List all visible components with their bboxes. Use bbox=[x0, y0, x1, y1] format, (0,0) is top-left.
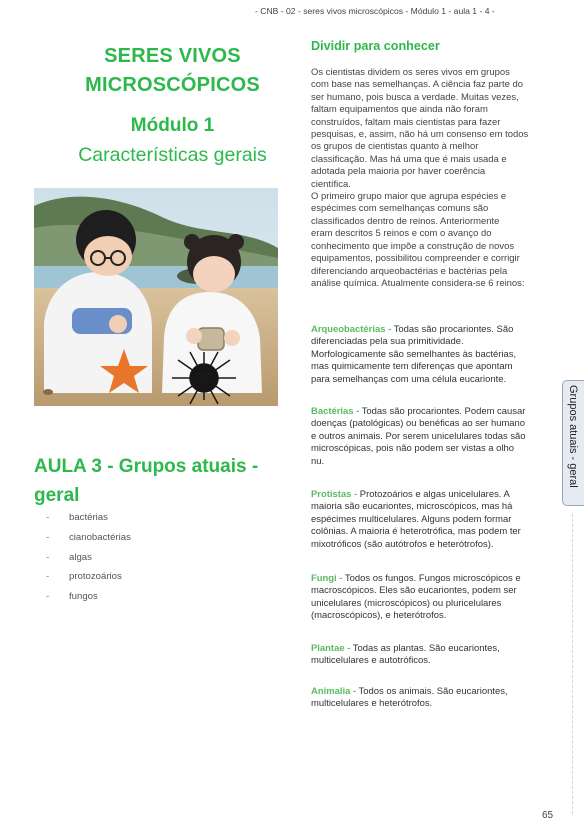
side-tab[interactable] bbox=[562, 380, 584, 506]
kingdom-line: mixotróficos (são autótrofos e heterótrofos). bbox=[311, 538, 494, 550]
kingdom-line: colônias. A maioria é heterotrófica, mas podem ter bbox=[311, 526, 521, 538]
section-title: Dividir para conhecer bbox=[311, 39, 440, 53]
intro-line: diferenciando arqueobactérias e bactérias pela bbox=[311, 265, 508, 277]
page-number: 65 bbox=[542, 810, 554, 821]
list-item: - algas bbox=[46, 551, 92, 563]
kingdom-text: Protozoários e algas unicelulares. A bbox=[357, 489, 510, 500]
kingdom-line: para semelhanças com uma célula eucarionte. bbox=[311, 373, 507, 385]
kingdom-line: nu. bbox=[311, 455, 325, 467]
list-item: - fungos bbox=[46, 591, 98, 603]
kingdom-line: microscópicas, pois não podem ser vistas a olho bbox=[311, 443, 515, 455]
module-label: Módulo 1 bbox=[130, 115, 215, 136]
intro-line: Os cientistas dividem os seres vivos em grupos bbox=[311, 67, 510, 78]
kingdom-text: Todos os animais. São eucariontes, bbox=[356, 686, 508, 697]
kingdom-line: e outros animais. Por serem unicelulares todas são bbox=[311, 430, 526, 442]
kingdom-plantae bbox=[311, 643, 559, 668]
intro-line: espécimes com semelhanças comuns são bbox=[311, 203, 489, 215]
kingdom-bacteria bbox=[311, 406, 559, 468]
kingdom-protista bbox=[311, 489, 559, 551]
intro-line: com base nas semelhanças. A ciência faz parte do bbox=[311, 79, 523, 91]
aula-heading bbox=[34, 452, 284, 510]
topic-label: fungos bbox=[69, 591, 98, 603]
kingdom-text: Todos os fungos. Fungos microscópicos e bbox=[342, 573, 521, 584]
kingdom-name: Fungi - bbox=[311, 573, 343, 584]
kingdom-line: Morfologicamente são semelhantes às bactérias, bbox=[311, 348, 517, 360]
intro-line: eram descritos 5 reinos e com o avanço do bbox=[311, 228, 492, 240]
intro-paragraph bbox=[311, 67, 559, 290]
kingdom-animalia bbox=[311, 686, 559, 711]
children-beach-photo bbox=[34, 188, 278, 406]
intro-line: análise química. Atualmente considera-se 6 reinos: bbox=[311, 277, 525, 289]
module-subtitle: Características gerais bbox=[78, 144, 267, 166]
intro-line: ser humano, pois busca a verdade. Muitas vezes, bbox=[311, 91, 519, 103]
intro-line: científica. bbox=[311, 178, 351, 190]
page-header: - CNB - 02 - seres vivos microscópicos - Módulo 1 - aula 1 - 4 - bbox=[255, 6, 495, 16]
intro-line: faltam equipamentos que ainda não foram bbox=[311, 104, 488, 116]
aula-heading-line-2: geral bbox=[34, 485, 80, 506]
side-tab-label: Grupos atuais - geral bbox=[567, 385, 579, 488]
kingdom-name: Plantae - bbox=[311, 643, 351, 654]
kingdom-line: (macroscópicos), e heterótrofos. bbox=[311, 610, 447, 622]
intro-line: adotada pela maioria por haver coerência bbox=[311, 166, 486, 178]
list-item: - protozoários bbox=[46, 571, 122, 583]
intro-line: classificados dentro de reinos. Anteriormente bbox=[311, 215, 500, 227]
list-item: - cianobactérias bbox=[46, 531, 131, 543]
document-title bbox=[60, 42, 285, 100]
title-line-1: SERES VIVOS bbox=[104, 45, 241, 67]
intro-line: conhecimento que impõe a construção de novos bbox=[311, 240, 515, 252]
kingdom-name: Arqueobactérias - bbox=[311, 324, 392, 335]
intro-line: O primeiro grupo maior que agrupa espécies e bbox=[311, 191, 507, 203]
topic-label: cianobactérias bbox=[69, 531, 131, 543]
kingdom-text: Todas são procariontes. Podem causar bbox=[359, 406, 526, 417]
kingdom-line: multicelulares e heterótrofos. bbox=[311, 698, 433, 710]
list-item: - bactérias bbox=[46, 512, 108, 523]
kingdom-text: Todas são procariontes. São bbox=[391, 324, 514, 335]
kingdom-line: maioria são eucariontes, microscópicos, mas há bbox=[311, 501, 513, 513]
kingdom-line: unicelulares (microscópicos) ou pluricelulares bbox=[311, 597, 502, 609]
margin-divider bbox=[572, 514, 573, 814]
kingdom-name: Animalia - bbox=[311, 686, 357, 697]
kingdom-line: multicelulares e autotróficos. bbox=[311, 655, 431, 667]
topic-list bbox=[46, 512, 131, 611]
kingdom-line: mas quimicamente tem diferenças que apontam bbox=[311, 361, 513, 373]
title-line-2: MICROSCÓPICOS bbox=[85, 74, 260, 96]
intro-line: os grupos de cientistas quanto à melhor bbox=[311, 141, 479, 153]
topic-label: protozoários bbox=[69, 571, 122, 583]
kingdom-line: macroscópicos. Eles são eucariontes, podem ser bbox=[311, 585, 517, 597]
aula-heading-line-1: AULA 3 - Grupos atuais - bbox=[34, 456, 259, 477]
intro-line: construídos, faltam mais cientistas para fazer bbox=[311, 116, 501, 128]
kingdom-archaea bbox=[311, 324, 559, 386]
kingdom-name: Protistas - bbox=[311, 489, 358, 500]
topic-label: algas bbox=[69, 551, 92, 563]
kingdom-line: espécimes multicelulares. Alguns podem formar bbox=[311, 513, 512, 525]
kingdom-line: diferenciadas pela sua primitividade. bbox=[311, 336, 464, 348]
kingdom-fungi bbox=[311, 573, 559, 623]
intro-line: equipamentos, possibilitou compreender e corrigir bbox=[311, 253, 520, 265]
topic-label: bactérias bbox=[69, 512, 108, 523]
kingdom-text: Todas as plantas. São eucariontes, bbox=[350, 643, 500, 654]
kingdom-line: doenças (patológicas) ou benéficas ao ser humano bbox=[311, 418, 526, 430]
kingdom-name: Bactérias - bbox=[311, 406, 360, 417]
intro-line: classificação. Mas há uma que é mais usada e bbox=[311, 153, 507, 165]
intro-line: pesquisas, e, assim, não há um consenso em todos bbox=[311, 129, 529, 141]
